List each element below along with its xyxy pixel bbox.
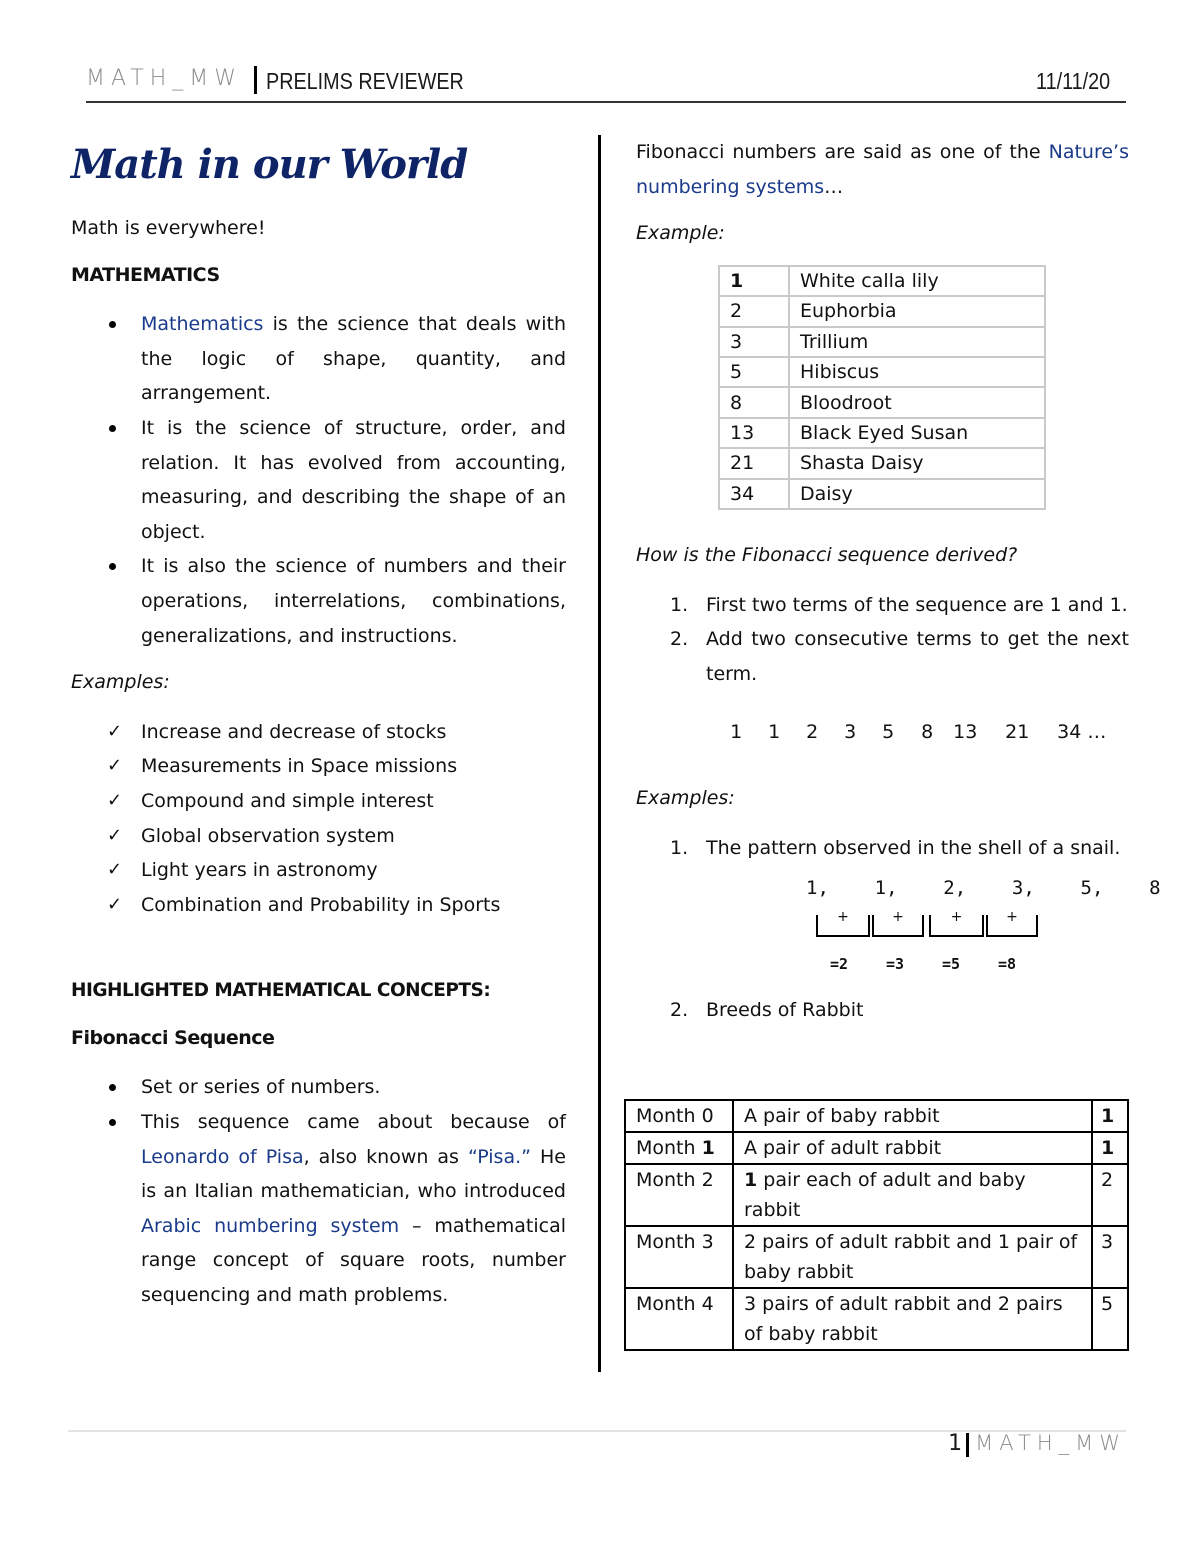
bullet-text: It is the science of structure, order, and relation. It has evolved from accounting, measuring, and describing the shape of an object. bbox=[141, 416, 566, 543]
link-arabic-numbering-system[interactable]: Arabic numbering system bbox=[141, 1214, 400, 1237]
month-number: 3 bbox=[701, 1231, 714, 1253]
month-cell bbox=[625, 1132, 733, 1164]
sum-value: =3 bbox=[886, 955, 905, 974]
plus-icon: + bbox=[950, 909, 963, 926]
header-doc-title: PRELIMS REVIEWER bbox=[266, 68, 464, 94]
count-value: 1 bbox=[1101, 1105, 1115, 1127]
table-row bbox=[625, 1288, 1128, 1350]
list-item bbox=[71, 1105, 566, 1313]
header-separator bbox=[254, 66, 257, 94]
fib-number: 13 bbox=[719, 418, 789, 448]
description-text: A pair of baby rabbit bbox=[744, 1105, 940, 1127]
flower-name: Euphorbia bbox=[789, 296, 1045, 326]
example-text: Global observation system bbox=[141, 824, 395, 847]
table-row bbox=[719, 387, 1045, 417]
ellipsis: … bbox=[824, 175, 844, 198]
example-label: Example: bbox=[636, 222, 725, 245]
description-text: A pair of adult rabbit bbox=[744, 1137, 942, 1159]
checkmark-icon: ✓ bbox=[107, 720, 123, 742]
rabbit-breeding-table bbox=[624, 1099, 1129, 1351]
plus-icon: + bbox=[837, 909, 849, 926]
page-number: 1 bbox=[948, 1431, 963, 1456]
table-row bbox=[625, 1132, 1128, 1164]
count-value: 1 bbox=[1101, 1137, 1115, 1159]
list-item bbox=[636, 993, 1129, 1028]
header-brand: MATH_MW bbox=[86, 66, 243, 91]
list-item bbox=[71, 819, 566, 854]
flower-name: Black Eyed Susan bbox=[789, 418, 1045, 448]
example-number: 2. bbox=[670, 999, 689, 1022]
sum-value: =5 bbox=[942, 955, 961, 974]
flower-name: Bloodroot bbox=[789, 387, 1045, 417]
step-text: First two terms of the sequence are 1 and 1. bbox=[706, 593, 1128, 616]
examples-list bbox=[71, 715, 566, 923]
description-cell bbox=[733, 1132, 1092, 1164]
link-pisa[interactable]: “Pisa.” bbox=[467, 1145, 531, 1168]
fib-number: 8 bbox=[719, 387, 789, 417]
count-cell bbox=[1092, 1226, 1128, 1288]
fib-number: 21 bbox=[719, 448, 789, 478]
checkmark-icon: ✓ bbox=[107, 859, 123, 881]
examples-list bbox=[636, 831, 1129, 866]
description-bold: 1 bbox=[744, 1169, 758, 1191]
intro-text: Fibonacci numbers are said as one of the bbox=[636, 141, 1049, 163]
sequence-term: 8 bbox=[921, 721, 934, 744]
checkmark-icon: ✓ bbox=[107, 789, 123, 811]
step-number: 2. bbox=[670, 628, 689, 651]
link-natures-numbering-systems[interactable]: Nature’s numbering systems bbox=[636, 141, 1129, 198]
count-value: 2 bbox=[1101, 1169, 1114, 1191]
link-leonardo-of-pisa[interactable]: Leonardo of Pisa bbox=[141, 1145, 304, 1168]
description-text: 3 pairs of adult rabbit and 2 pairs of baby rabbit bbox=[744, 1293, 1063, 1345]
fibonacci-heading: Fibonacci Sequence bbox=[71, 1026, 275, 1049]
sequence-term: 21 bbox=[1005, 721, 1030, 744]
table-row bbox=[719, 448, 1045, 478]
sum-bracket bbox=[816, 909, 870, 937]
table-row bbox=[625, 1164, 1128, 1226]
snail-diagram bbox=[636, 877, 1161, 997]
month-label: Month bbox=[636, 1293, 702, 1315]
list-item bbox=[71, 784, 566, 819]
fib-number: 1 bbox=[719, 266, 789, 296]
fibonacci-bullets bbox=[71, 1070, 566, 1312]
flower-name: Hibiscus bbox=[789, 357, 1045, 387]
example-text: Light years in astronomy bbox=[141, 859, 378, 882]
sequence-term: 2 bbox=[806, 721, 819, 744]
checkmark-icon: ✓ bbox=[107, 824, 123, 846]
list-item bbox=[636, 831, 1129, 866]
list-item bbox=[636, 588, 1129, 623]
right-column bbox=[636, 135, 1161, 1028]
month-cell bbox=[625, 1288, 733, 1350]
bullet-icon bbox=[109, 321, 116, 328]
page-footer bbox=[948, 1431, 1126, 1459]
column-divider bbox=[598, 135, 601, 1372]
fibonacci-intro bbox=[636, 135, 1129, 204]
description-cell bbox=[733, 1226, 1092, 1288]
mathematics-bullets bbox=[71, 307, 566, 653]
month-cell bbox=[625, 1100, 733, 1132]
flower-name: White calla lily bbox=[789, 266, 1045, 296]
sum-bracket bbox=[872, 909, 924, 937]
bullet-icon bbox=[109, 563, 116, 570]
bullet-text: is the science that deals with the logic of shape, quantity, and arrangement. bbox=[141, 313, 566, 405]
sum-value: =2 bbox=[830, 955, 849, 974]
count-value: 3 bbox=[1101, 1231, 1114, 1253]
month-number: 1 bbox=[701, 1137, 715, 1159]
month-label: Month bbox=[636, 1169, 702, 1191]
count-cell bbox=[1092, 1132, 1128, 1164]
concepts-heading: HIGHLIGHTED MATHEMATICAL CONCEPTS: bbox=[71, 980, 491, 1002]
mathematics-heading: MATHEMATICS bbox=[71, 263, 220, 286]
fib-number: 34 bbox=[719, 479, 789, 509]
list-item bbox=[71, 307, 566, 411]
sequence-term: 1 bbox=[730, 721, 743, 744]
month-label: Month bbox=[636, 1137, 702, 1159]
bullet-text: This sequence came about because of bbox=[141, 1111, 566, 1134]
flower-name: Shasta Daisy bbox=[789, 448, 1045, 478]
list-item bbox=[71, 749, 566, 784]
flower-name: Trillium bbox=[789, 327, 1045, 357]
footer-separator bbox=[966, 1433, 969, 1457]
sequence-term: 3 bbox=[844, 721, 857, 744]
link-mathematics[interactable]: Mathematics bbox=[141, 313, 264, 336]
footer-brand: MATH_MW bbox=[975, 1431, 1126, 1455]
month-number: 0 bbox=[701, 1105, 714, 1127]
table-row bbox=[625, 1226, 1128, 1288]
table-row bbox=[719, 327, 1045, 357]
page-title: Math in our World bbox=[71, 141, 468, 188]
left-column bbox=[71, 135, 566, 1313]
list-item bbox=[71, 888, 566, 923]
example-text: Compound and simple interest bbox=[141, 789, 434, 812]
plus-icon: + bbox=[892, 909, 904, 926]
month-cell bbox=[625, 1164, 733, 1226]
month-number: 4 bbox=[701, 1293, 714, 1315]
flower-name: Daisy bbox=[789, 479, 1045, 509]
header-date: 11/11/20 bbox=[1035, 68, 1110, 94]
snail-sequence: 1, 1, 2, 3, 5, 8 bbox=[806, 877, 1161, 900]
examples-list-2 bbox=[636, 993, 1129, 1028]
example-text: The pattern observed in the shell of a snail. bbox=[706, 836, 1121, 859]
derived-question: How is the Fibonacci sequence derived? bbox=[636, 543, 1018, 566]
intro-text: Math is everywhere! bbox=[71, 217, 266, 239]
table-row bbox=[719, 418, 1045, 448]
bullet-text: It is also the science of numbers and their operations, interrelations, combinations, generalizations, and instructions. bbox=[141, 555, 566, 647]
flower-table bbox=[718, 265, 1046, 510]
derivation-steps bbox=[636, 588, 1129, 692]
month-label: Month bbox=[636, 1231, 702, 1253]
count-cell bbox=[1092, 1164, 1128, 1226]
example-text: Increase and decrease of stocks bbox=[141, 720, 447, 743]
fib-number: 2 bbox=[719, 296, 789, 326]
examples-label: Examples: bbox=[636, 787, 735, 810]
count-cell bbox=[1092, 1288, 1128, 1350]
sum-bracket bbox=[986, 909, 1038, 937]
plus-icon: + bbox=[1006, 909, 1018, 926]
count-value: 5 bbox=[1101, 1293, 1114, 1315]
list-item bbox=[71, 853, 566, 888]
example-number: 1. bbox=[670, 836, 689, 859]
sequence-term: 13 bbox=[953, 721, 978, 744]
example-text: Measurements in Space missions bbox=[141, 755, 458, 778]
sum-bracket bbox=[929, 909, 984, 937]
month-cell bbox=[625, 1226, 733, 1288]
bullet-text: , also known as bbox=[303, 1145, 468, 1168]
bullet-icon bbox=[109, 1119, 116, 1126]
step-number: 1. bbox=[670, 593, 689, 616]
list-item bbox=[71, 715, 566, 750]
description-text: pair each of adult and baby rabbit bbox=[744, 1169, 1026, 1221]
table-row bbox=[719, 479, 1045, 509]
month-label: Month bbox=[636, 1105, 702, 1127]
bullet-icon bbox=[109, 425, 116, 432]
example-text: Combination and Probability in Sports bbox=[141, 893, 501, 916]
description-cell bbox=[733, 1164, 1092, 1226]
sequence-term: 1 bbox=[768, 721, 781, 744]
examples-label: Examples: bbox=[71, 671, 170, 694]
example-text: Breeds of Rabbit bbox=[706, 999, 864, 1022]
sum-value: =8 bbox=[998, 955, 1017, 974]
table-row bbox=[719, 266, 1045, 296]
list-item bbox=[636, 622, 1129, 691]
count-cell bbox=[1092, 1100, 1128, 1132]
header-rule bbox=[86, 101, 1126, 103]
step-text: Add two consecutive terms to get the next term. bbox=[706, 628, 1129, 685]
page-header bbox=[86, 64, 1126, 104]
table-row bbox=[719, 357, 1045, 387]
checkmark-icon: ✓ bbox=[107, 755, 123, 777]
bullet-icon bbox=[109, 1084, 116, 1091]
fib-number: 5 bbox=[719, 357, 789, 387]
bullet-text: – mathematical range concept of square roots, number sequencing and math problems. bbox=[141, 1214, 566, 1307]
checkmark-icon: ✓ bbox=[107, 893, 123, 915]
list-item bbox=[71, 1070, 566, 1105]
fib-number: 3 bbox=[719, 327, 789, 357]
month-number: 2 bbox=[701, 1169, 714, 1191]
list-item bbox=[71, 549, 566, 653]
description-cell bbox=[733, 1288, 1092, 1350]
fibonacci-sequence bbox=[636, 699, 1129, 765]
list-item bbox=[71, 411, 566, 549]
table-row bbox=[625, 1100, 1128, 1132]
sequence-term: 34 … bbox=[1057, 721, 1107, 744]
description-text: 2 pairs of adult rabbit and 1 pair of baby rabbit bbox=[744, 1231, 1078, 1283]
description-cell bbox=[733, 1100, 1092, 1132]
sequence-term: 5 bbox=[882, 721, 895, 744]
bullet-text: He is an Italian mathematician, who introduced bbox=[141, 1145, 566, 1203]
bullet-text: Set or series of numbers. bbox=[141, 1076, 381, 1099]
table-row bbox=[719, 296, 1045, 326]
